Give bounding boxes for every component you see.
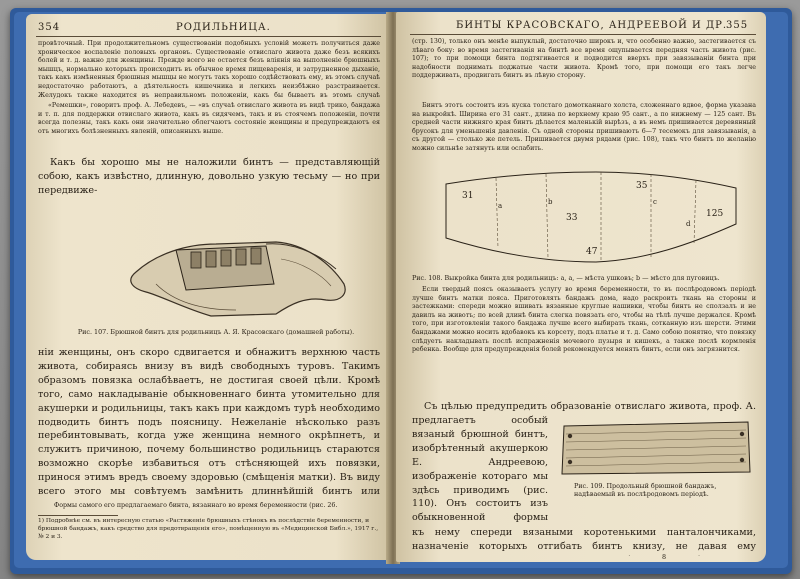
left-page-number: 354 [38,22,61,33]
paragraph: Если твердый поясъ оказываетъ услугу во время беременности, то въ послѣродовомъ періодѣ лучше бинтъ матки пояса. Приготовлять бандажъ дома, надо раскроить ткань на стороны и застежками: спереди можно вшивать вязанные круглые нашивки, чтобы бинтъ не сползалъ и не давилъ на животъ; по всей длинѣ бинта слегка повязать его, чтобы на тѣлѣ лучше держался. Кромѣ того, при изготовленіи такого бандажа лучше всего выбирать ткань, сотканную изъ шерсти. Этими бандажами можно носить вдобавокъ къ корсету, подъ платье и т. д. Само собою понятно, что повязку слѣдуетъ накладывать послѣ испражненія мочевого пузыря и кишекъ, а также послѣ кормленія ребенка. Вообще для предупрежденія болей рекомендуется менять бинтъ, если онъ загрязнится. [412,286,756,354]
paragraph: Формы самого его предлагаемаго бинта, вязаннаго во время беременности (рис. 26. [54,502,338,509]
paragraph: ніи женщины, онъ скоро сдвигается и обнажитъ верхнюю часть живота, собираясь внизу въ видѣ свободныхъ туровъ. Такимъ образомъ повязка ослабѣваетъ, не достигая своей цѣли. Кромѣ того, само накладываніе обыкновеннаго бинта утомительно для акушерки и родильницы, такъ какъ при каждомъ турѣ необходимо подводить бинтъ подъ поясницу. Нежеланіе нѣсколько разъ перебинтовывать, когда уже женщина немного окрѣпнетъ, и служитъ причиною, почему большинство родильницъ стараются возможно скорѣе избавиться отъ стѣсняющей ихъ повязки, принося этимъ вредъ своему здоровью (смѣщенія матки). Въ виду всего этого мы совѣтуемъ замѣнить длиннѣйшій бинтъ или [38,347,380,498]
paragraph: Какъ бы хорошо мы не наложили бинтъ — представляющій собою, какъ извѣстно, длинную, довольно узкую тесьму — но при передвиже- [38,157,380,196]
left-page [26,14,390,560]
right-page-number: 355 [726,20,749,31]
signature-mark: 8 [662,553,667,561]
diagram-label: b [548,198,553,206]
footnote: 1) Подробнѣе см. въ интересную статью «Растяженіе брюшныхъ стѣнокъ въ послѣдствіе беременности, и брюшной бандажъ, какъ средство для предотвращенія его», помѣщенную въ «Медицинской Библ.», 1917 г., № 2 и 3. [38,518,379,540]
header-rule [36,36,381,37]
diagram-label: c [653,198,657,206]
right-page [396,12,766,562]
paragraph: къ нему спереди вязаными коротенькими панталончиками, назначеніе которыхъ отгибать бинтъ книзу, не давая ему [412,527,756,552]
pattern-diagram [436,164,746,272]
diagram-label: a [498,202,503,210]
right-running-head: БИНТЫ КРАСОВСКАГО, АНДРЕЕВОЙ И ДР. [456,20,727,31]
paragraph: провѣточный. При продолжительномъ существованіи подобныхъ условій можетъ получиться даже хроническое воспаленіе половыхъ органовъ. Существованіе отвислаго живота даже безъ всякихъ болей и т. д. важно для женщины. Прежде всего не остается безъ вліянія на выполненіе брюшныхъ мышцъ, нормально которыхъ происходитъ въ обычное время пищеваренія, и затрудненное дыханіе, такъ какъ измѣненныя брюшныя мышцы не могутъ такъ хорошо содѣйствовать ему, въ этомъ случаѣ недостаточно работаютъ, а дѣятельность кишечника и легкихъ неизбѣжно разстраивается. Желудокъ также находится въ неправильномъ положеніи, какъ бы бываетъ въ этомъ случаѣ [38,40,380,99]
diagram-label: d [686,220,691,228]
left-running-head: РОДИЛЬНИЦА. [176,22,271,33]
diagram-label: 31 [462,191,474,201]
knitted-bandage-figure [556,416,756,480]
diagram-label: 125 [706,209,724,219]
header-rule [410,34,756,35]
bandage-figure [116,214,356,324]
footnote-rule [38,515,118,516]
diagram-label: 47 [586,247,598,257]
paragraph: «Ремешки», говоритъ проф. А. Лебедевъ, — «въ случаѣ отвислаго живота въ видѣ трико, бандажа и т. п. для поддержки отвислаго живота, какъ въ сидячемъ, такъ и въ стоячемъ положеніи, почти всегда полезны, такъ какъ они значительно облегчаютъ состояніе женщины и предупреждаютъ ея отъ многихъ болѣзненныхъ явленій, описанныхъ выше. [38,102,380,135]
figure-caption: Рис. 109. Продольный брюшной бандажъ, надѣваемый въ послѣродовомъ періодѣ. [574,482,717,499]
figure-caption: Рис. 107. Брюшной бинтъ для родильницъ А. Я. Красовскаго (домашней работы). [77,328,355,336]
diagram-label: 35 [636,181,648,191]
figure-caption: Рис. 108. Выкройка бинта для родильницъ: а, a, — мѣста ушковъ; b — мѣсто для пуговицъ. [412,274,720,282]
paragraph: Съ цѣлью предупредить образованіе отвислаго живота, проф. А. [424,401,756,412]
paragraph: Бинтъ этотъ состоитъ изъ куска толстаго домотканнаго холста, сложеннаго вдвое, форма указана на выкройкѣ. Ширина его 31 сант., длина по верхнему краю 95 сант., а по нижнему — 125 сант. Въ средней части нижняго края бинтъ дѣлается маленькій вырѣзъ, а въ немъ пришивается деревянный брусокъ для уменьшенія давленія. Съ одной стороны пришиваютъ 6—7 тесемокъ для завязыванія, а съ другой — столько же петель. Пришивается двумя рядами (рис. 108), такъ что бинтъ по желанію можно сильнѣе затянуть или ослабить. [412,102,756,152]
paragraph: (стр. 130), только онъ менѣе выпуклый, достаточно широкъ и, что особенно важно, застегивается съ лѣваго боку: во время застегиванія на бинтѣ все время ощупывается передняя часть живота (рис. 107); то при помощи бинта подтягивается и подводится вверхъ при завязываніи бинта при надобности поднимать поджатые части живота. Кромѣ того, при помощи его такъ легче поддерживать, продвигать бинтъ въ лѣвую сторону. [412,38,756,80]
paragraph: предлагаетъ особый вязаный брюшной бинтъ, изобрѣтенный акушеркою Е. Андреевою, изображеніе котораго мы здѣсь приводимъ (рис. 110). Онъ состоитъ изъ обыкновенной формы [412,415,548,524]
diagram-label: 33 [566,213,578,223]
